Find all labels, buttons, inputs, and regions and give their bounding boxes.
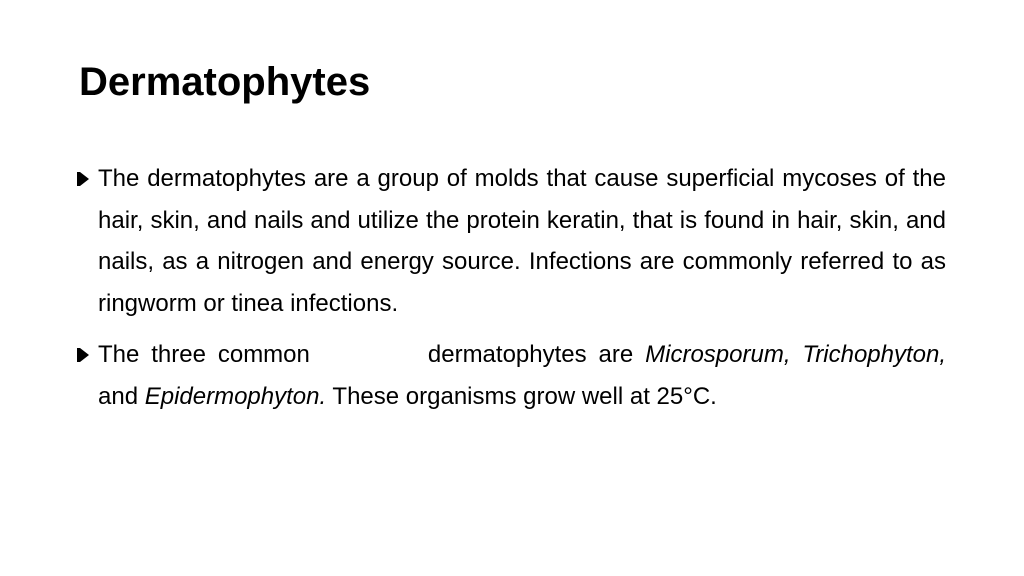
bullet-lead-text: The three common (98, 341, 310, 368)
bullet-list (80, 158, 946, 417)
genus-trichophyton: Trichophyton, (802, 341, 947, 368)
slide-title: Dermatophytes (79, 60, 371, 104)
bullet-item (80, 334, 946, 417)
bullet-arrow-icon (80, 172, 89, 186)
bullet-word-dermatophytes: dermatophytes (427, 341, 587, 368)
conjunction-and: and (98, 382, 139, 410)
bullet-item (80, 158, 946, 324)
bullet-word-are: are (598, 341, 634, 368)
genus-microsporum: Microsporum, (645, 341, 791, 368)
bullet-tail-text: These organisms grow well at 25°C. (332, 382, 717, 410)
bullet-text: The dermatophytes are a group of molds that cause superficial mycoses of the hair, skin, and nails and utilize the protein keratin, that is found in hair, skin, and nails, as a nitrogen and energy source. Infections are commonly referred to as ringworm or tinea infections. (98, 165, 946, 317)
genus-epidermophyton: Epidermophyton. (144, 382, 327, 410)
bullet-arrow-icon (80, 348, 89, 362)
